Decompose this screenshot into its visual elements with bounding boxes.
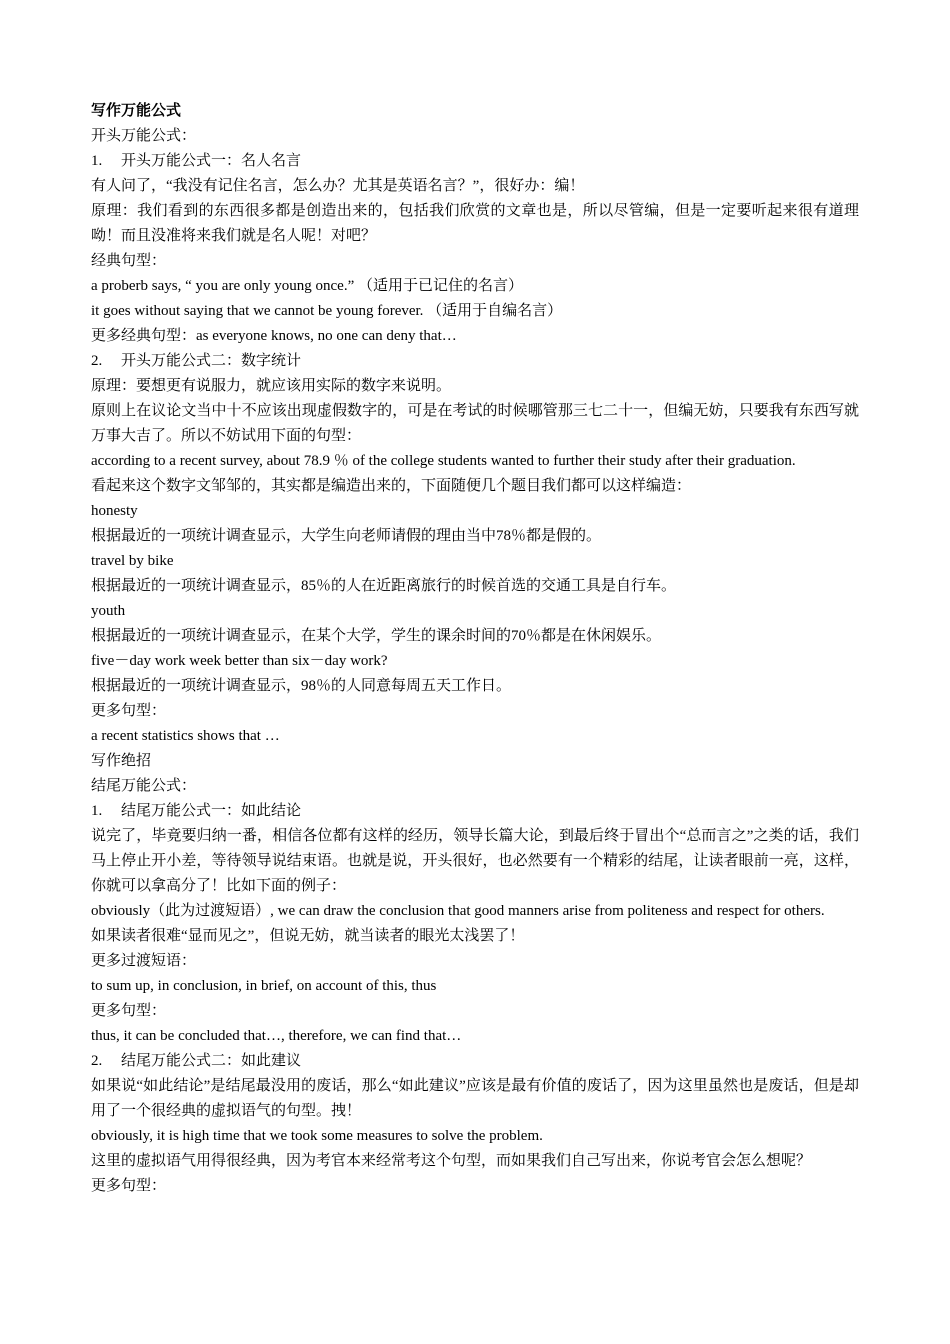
line-text: 根据最近的一项统计调查显示，在某个大学，学生的课余时间的70％都是在休闲娱乐。 — [91, 628, 662, 644]
text-line — [91, 674, 859, 699]
line-text: 开头万能公式二：数字统计 — [121, 353, 302, 369]
line-text: 如果说“如此结论”是结尾最没用的废话，那么“如此建议”应该是最有价值的废话了，因为这里虽然也是废话，但是却用了一个很经典的虚拟语气的句型。拽！ — [91, 1078, 859, 1119]
line-text: 原理：要想更有说服力，就应该用实际的数字来说明。 — [91, 378, 452, 394]
line-text: 看起来这个数字文邹邹的，其实都是编造出来的，下面随便几个题目我们都可以这样编造： — [91, 478, 692, 494]
text-line — [91, 1074, 859, 1124]
text-line — [91, 349, 859, 374]
line-text: to sum up, in conclusion, in brief, on account of this, thus — [91, 978, 437, 994]
line-text: travel by bike — [91, 553, 174, 569]
text-line — [91, 299, 859, 324]
text-line — [91, 824, 859, 899]
text-line — [91, 899, 859, 924]
line-text: 根据最近的一项统计调查显示，98％的人同意每周五天工作日。 — [91, 678, 512, 694]
list-number: 2. — [91, 1053, 103, 1069]
list-number: 1. — [91, 803, 103, 819]
line-text: obviously, it is high time that we took some measures to solve the problem. — [91, 1128, 543, 1144]
text-line — [91, 699, 859, 724]
line-text: 根据最近的一项统计调查显示，大学生向老师请假的理由当中78％都是假的。 — [91, 528, 602, 544]
text-line — [91, 774, 859, 799]
text-line — [91, 499, 859, 524]
text-line — [91, 599, 859, 624]
text-line — [91, 249, 859, 274]
text-line — [91, 724, 859, 749]
line-text: 结尾万能公式一：如此结论 — [121, 803, 302, 819]
line-text: 开头万能公式一：名人名言 — [121, 153, 302, 169]
text-line — [91, 749, 859, 774]
text-line — [91, 474, 859, 499]
line-text: 结尾万能公式二：如此建议 — [121, 1053, 302, 1069]
line-text: 原则上在议论文当中十不应该出现虚假数字的，可是在考试的时候哪管那三七二十一，但编无妨，只要我有东西写就万事大吉了。所以不妨试用下面的句型： — [91, 403, 859, 444]
document-page — [91, 99, 859, 1199]
line-text: 原理：我们看到的东西很多都是创造出来的，包括我们欣赏的文章也是，所以尽管编，但是一定要听起来很有道理呦！而且没准将来我们就是名人呢！对吧？ — [91, 203, 859, 244]
line-text: 更多句型： — [91, 1178, 167, 1194]
line-text: 说完了，毕竟要归纳一番，相信各位都有这样的经历，领导长篇大论，到最后终于冒出个“总而言之”之类的话，我们马上停止开小差，等待领导说结束语。也就是说，开头很好，也必然要有一个精彩的结尾，让读者眼前一亮，这样，你就可以拿高分了！比如下面的例子： — [91, 828, 859, 894]
line-text: 开头万能公式： — [91, 128, 197, 144]
text-line — [91, 1024, 859, 1049]
text-line — [91, 1149, 859, 1174]
text-line — [91, 1049, 859, 1074]
line-text: 结尾万能公式： — [91, 778, 197, 794]
line-text: a proberb says, “ you are only young once.” （适用于已记住的名言） — [91, 278, 523, 294]
text-line — [91, 999, 859, 1024]
line-text: according to a recent survey, about 78.9 ％ of the college students wanted to further their study after their graduation. — [91, 453, 796, 469]
text-line — [91, 149, 859, 174]
document-title: 写作万能公式 — [91, 103, 182, 119]
text-line — [91, 649, 859, 674]
line-text: 有人问了，“我没有记住名言，怎么办？尤其是英语名言？”，很好办：编！ — [91, 178, 585, 194]
text-line — [91, 274, 859, 299]
text-line — [91, 124, 859, 149]
line-text: 根据最近的一项统计调查显示，85％的人在近距离旅行的时候首选的交通工具是自行车。 — [91, 578, 677, 594]
text-line — [91, 199, 859, 249]
line-text: 更多句型： — [91, 703, 167, 719]
text-line — [91, 449, 859, 474]
text-line — [91, 524, 859, 549]
line-text: 这里的虚拟语气用得很经典，因为考官本来经常考这个句型，而如果我们自己写出来，你说考官会怎么想呢？ — [91, 1153, 812, 1169]
line-text: it goes without saying that we cannot be young forever. （适用于自编名言） — [91, 303, 563, 319]
text-line — [91, 924, 859, 949]
text-line — [91, 949, 859, 974]
line-text: five－day work week better than six－day work? — [91, 653, 388, 669]
line-text: 经典句型： — [91, 253, 167, 269]
document-body — [91, 124, 859, 1199]
line-text: 更多句型： — [91, 1003, 167, 1019]
text-line — [91, 399, 859, 449]
line-text: 如果读者很难“显而见之”，但说无妨，就当读者的眼光太浅罢了！ — [91, 928, 525, 944]
line-text: thus, it can be concluded that…, therefore, we can find that… — [91, 1028, 462, 1044]
text-line — [91, 574, 859, 599]
text-line — [91, 624, 859, 649]
list-number: 2. — [91, 353, 103, 369]
text-line — [91, 799, 859, 824]
line-text: youth — [91, 603, 126, 619]
text-line — [91, 374, 859, 399]
list-number: 1. — [91, 153, 103, 169]
text-line — [91, 1124, 859, 1149]
text-line — [91, 549, 859, 574]
text-line — [91, 174, 859, 199]
line-text: a recent statistics shows that … — [91, 728, 280, 744]
line-text: obviously（此为过渡短语）, we can draw the conclusion that good manners arise from politeness and respect for others. — [91, 903, 825, 919]
line-text: 写作绝招 — [91, 753, 152, 769]
line-text: 更多过渡短语： — [91, 953, 197, 969]
text-line — [91, 324, 859, 349]
line-text: 更多经典句型：as everyone knows, no one can deny that… — [91, 328, 457, 344]
line-text: honesty — [91, 503, 138, 519]
text-line — [91, 1174, 859, 1199]
text-line — [91, 974, 859, 999]
